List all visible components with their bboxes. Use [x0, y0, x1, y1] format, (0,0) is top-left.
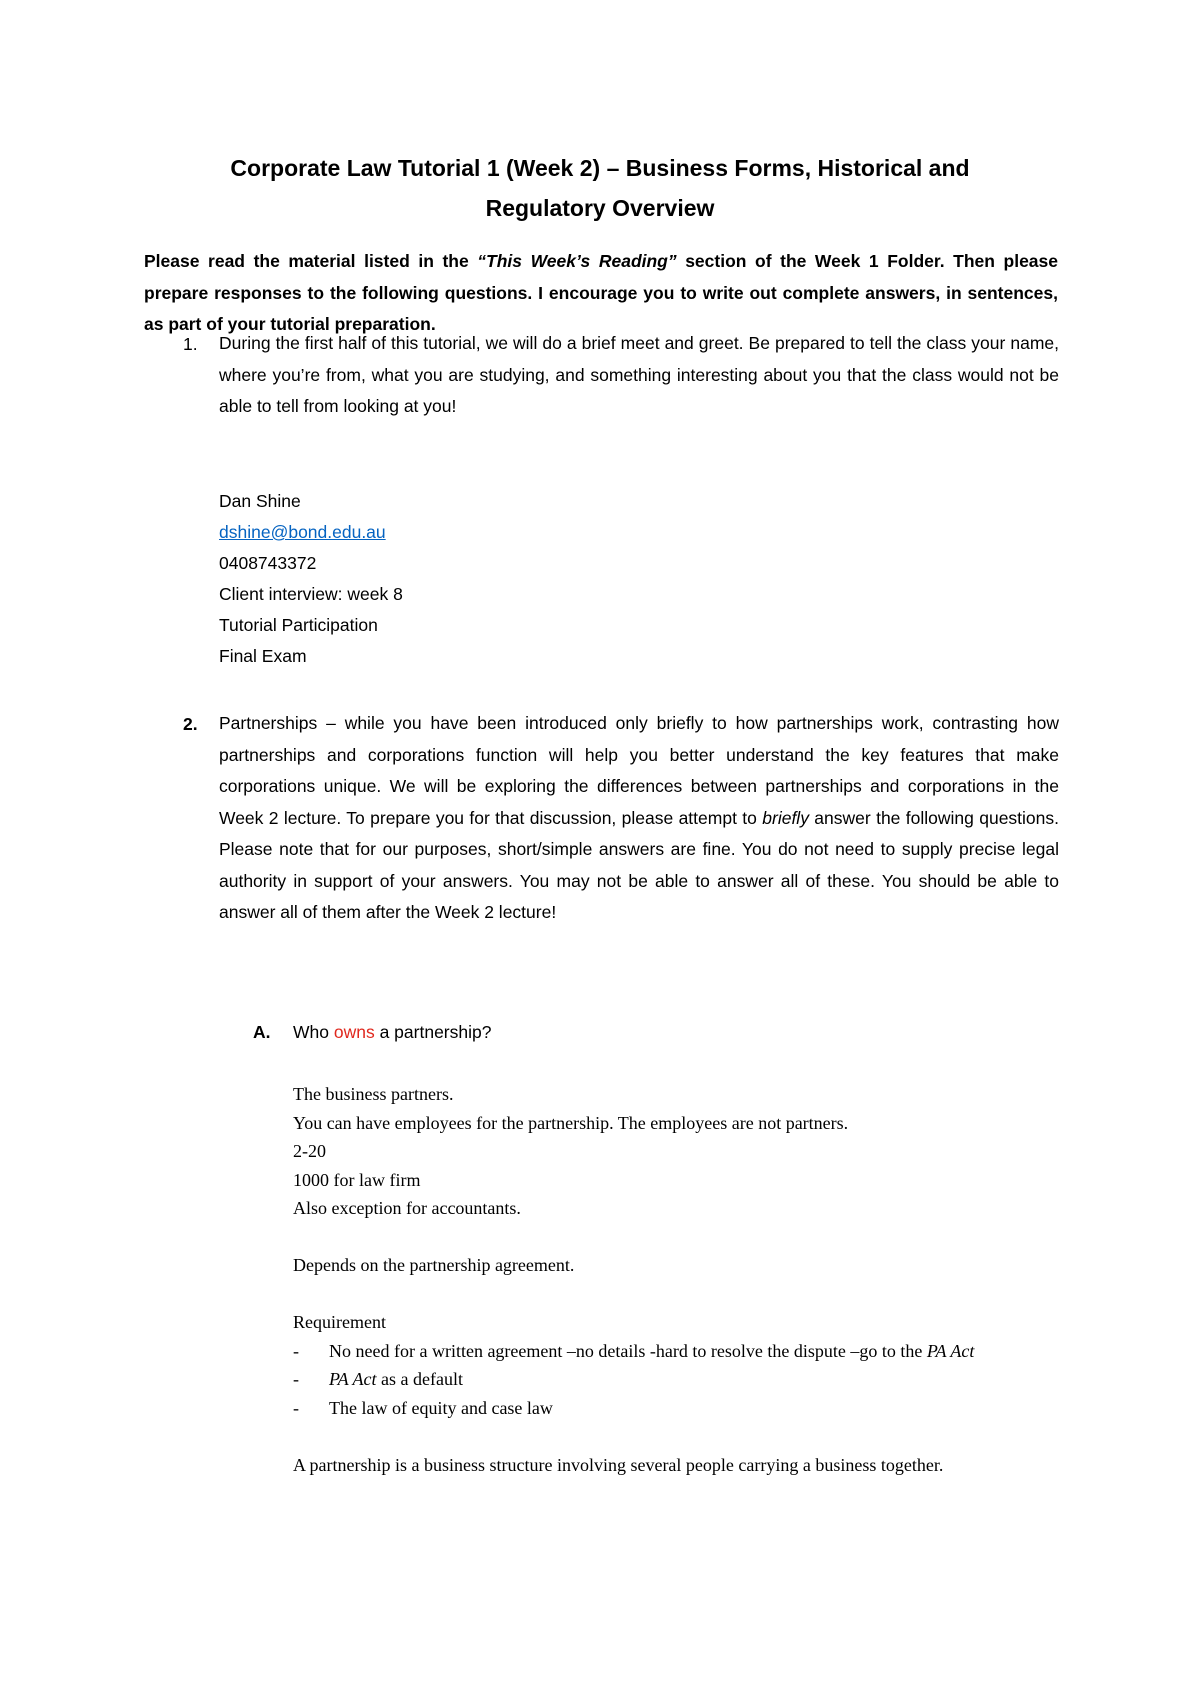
- bullet-2-act: PA Act: [329, 1369, 377, 1389]
- bullet-1-act: PA Act: [926, 1340, 975, 1361]
- bullet-dash: -: [293, 1340, 299, 1361]
- contact-block: [219, 486, 403, 672]
- requirement-bullet-2: [293, 1365, 1059, 1394]
- title-line-1: Corporate Law Tutorial 1 (Week 2) – Business Forms, Historical and: [230, 155, 970, 181]
- bullet-2-text: as a default: [376, 1369, 463, 1389]
- answer-block: [293, 1080, 1059, 1479]
- item-1-number: 1.: [183, 334, 198, 354]
- answer-line-6: Depends on the partnership agreement.: [293, 1255, 575, 1275]
- document-title: [150, 148, 1050, 228]
- question-a-after: a partnership?: [374, 1022, 492, 1042]
- question-a-before: Who: [293, 1022, 334, 1042]
- bullet-dash: -: [293, 1369, 299, 1389]
- tutorial-participation: Tutorial Participation: [219, 615, 378, 635]
- item-2-briefly: briefly: [762, 807, 809, 828]
- question-a-highlight: owns: [333, 1022, 375, 1042]
- answer-line-5: Also exception for accountants.: [293, 1198, 521, 1218]
- intro-reading-title: “This Week’s Reading”: [477, 251, 677, 271]
- contact-email-link[interactable]: dshine@bond.edu.au: [219, 522, 386, 542]
- requirement-bullet-1: [293, 1337, 1059, 1366]
- answer-line-4: 1000 for law firm: [293, 1169, 421, 1190]
- contact-name: Dan Shine: [219, 491, 301, 511]
- bullet-dash: -: [293, 1397, 299, 1418]
- item-2-text-before: Partnerships – while you have been introduced only briefly to how partnerships work, contrasting how partnerships and corporations function will help you better understand the key features that make corporations unique. We will be exploring the differences between partnerships and corporations in the Week 2 lecture. To prepare you for that discussion, please attempt to: [219, 713, 1059, 828]
- contact-phone: 0408743372: [219, 553, 317, 573]
- item-2-text-after: answer the following questions. Please note that for our purposes, short/simple answers are fine. You do not need to supply precise legal authority in support of your answers. You may not be able to answer all of these. You should be able to answer all of them after the Week 2 lecture!: [219, 807, 1060, 922]
- final-exam: Final Exam: [219, 646, 307, 666]
- answer-line-3: 2-20: [293, 1141, 326, 1161]
- intro-text-after: section of the Week 1 Folder. Then please prepare responses to the following questions. I encourage you to write out complete answers, in sentences, as part of your tutorial preparation.: [144, 251, 1058, 334]
- requirement-bullet-3: [293, 1394, 1059, 1423]
- intro-paragraph: [144, 246, 1058, 341]
- closing-definition: A partnership is a business structure involving several people carrying a business together.: [293, 1454, 944, 1475]
- bullet-3-text: The law of equity and case law: [329, 1397, 553, 1418]
- question-a-letter: A.: [253, 1022, 271, 1042]
- item-2-number: 2.: [183, 714, 198, 734]
- answer-line-2: You can have employees for the partnership. The employees are not partners.: [293, 1112, 849, 1133]
- client-interview: Client interview: week 8: [219, 584, 403, 604]
- item-2-text: [219, 708, 1059, 929]
- item-1-text: During the first half of this tutorial, we will do a brief meet and greet. Be prepared to tell the class your name, where you’re from, what you are studying, and something interesting about you that the class would not be able to tell from looking at you!: [219, 333, 1059, 416]
- question-a: [293, 1022, 491, 1043]
- title-line-2: Regulatory Overview: [485, 195, 715, 221]
- requirement-heading: Requirement: [293, 1312, 386, 1332]
- bullet-1-text: No need for a written agreement –no details -hard to resolve the dispute –go to the: [329, 1340, 927, 1361]
- intro-text-before: Please read the material listed in the: [144, 251, 478, 271]
- answer-line-1: The business partners.: [293, 1084, 454, 1104]
